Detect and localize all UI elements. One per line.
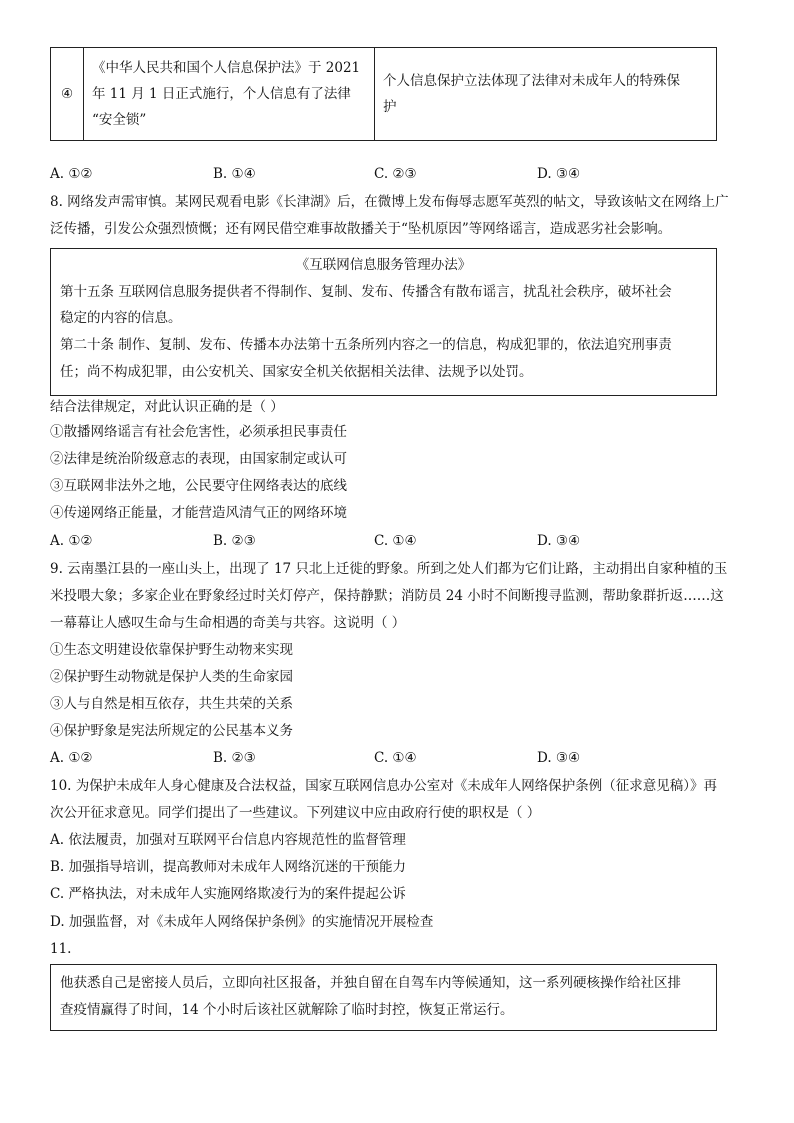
analysis-line: 护 bbox=[383, 99, 397, 115]
q9-item: ②保护野生动物就是保护人类的生命家园 bbox=[50, 669, 293, 685]
law-line: 第二十条 制作、复制、发布、传播本办法第十五条所列内容之一的信息，构成犯罪的，依法追究刑事责 bbox=[60, 337, 672, 353]
law-line: 任；尚不构成犯罪，由公安机关、国家安全机关依据相关法律、法规予以处罚。 bbox=[60, 364, 533, 380]
q8-item: ②法律是统治阶级意志的表现，由国家制定或认可 bbox=[50, 451, 347, 467]
q8-stem-line: 8. 网络发声需审慎。某网民观看电影《长津湖》后，在微博上发布侮辱志愿军英烈的帖文，导致该帖文在网络上广 bbox=[50, 194, 729, 210]
q8-question: 结合法律规定，对此认识正确的是（ ） bbox=[50, 399, 284, 415]
table-row bbox=[51, 48, 717, 141]
q9-item: ④保护野象是宪法所规定的公民基本义务 bbox=[50, 723, 293, 739]
case-box bbox=[50, 964, 717, 1031]
law-excerpt-box bbox=[50, 248, 717, 396]
q9-stem-line: 米投喂大象；多家企业在野象经过时关灯停产，保持静默；消防员 24 小时不间断搜寻监测，帮助象群折返……这 bbox=[50, 588, 724, 604]
option-d[interactable]: D. ③④ bbox=[537, 166, 581, 182]
q9-stem-line: 9. 云南墨江县的一座山头上，出现了 17 只北上迁徙的野象。所到之处人们都为它们让路，主动捐出自家种植的玉 bbox=[50, 561, 728, 577]
option-b[interactable]: B. ②③ bbox=[213, 750, 256, 766]
analysis-cell bbox=[375, 48, 717, 141]
q8-stem-line: 泛传播，引发公众强烈愤慨；还有网民借空难事故散播关于“坠机原因”等网络谣言，造成恶劣社会影响。 bbox=[50, 221, 672, 237]
option-c[interactable]: C. ①④ bbox=[374, 533, 417, 549]
law-line: 第十五条 互联网信息服务提供者不得制作、复制、发布、传播含有散布谣言，扰乱社会秩序，破坏社会 bbox=[60, 284, 672, 300]
option-b[interactable]: B. ①④ bbox=[213, 166, 256, 182]
q9-item: ①生态文明建设依靠保护野生动物来实现 bbox=[50, 642, 293, 658]
q9-options bbox=[50, 748, 750, 768]
option-a[interactable]: A. ①② bbox=[50, 166, 93, 182]
item-table bbox=[50, 47, 717, 141]
q10-option-d[interactable]: D. 加强监督，对《未成年人网络保护条例》的实施情况开展检查 bbox=[50, 914, 434, 930]
q8-item: ①散播网络谣言有社会危害性，必须承担民事责任 bbox=[50, 424, 347, 440]
option-d[interactable]: D. ③④ bbox=[537, 750, 581, 766]
case-line: 查疫情赢得了时间，14 个小时后该社区就解除了临时封控，恢复正常运行。 bbox=[60, 1002, 514, 1018]
analysis-line: 个人信息保护立法体现了法律对未成年人的特殊保 bbox=[383, 73, 680, 89]
option-c[interactable]: C. ①④ bbox=[374, 750, 417, 766]
case-line: 他获悉自己是密接人员后，立即向社区报备，并独自留在自驾车内等候通知，这一系列硬核操作给社区排 bbox=[60, 975, 681, 991]
option-a[interactable]: A. ①② bbox=[50, 750, 93, 766]
option-b[interactable]: B. ②③ bbox=[213, 533, 256, 549]
q10-stem-line: 次公开征求意见。同学们提出了一些建议。下列建议中应由政府行使的职权是（ ） bbox=[50, 805, 541, 821]
q7-options bbox=[50, 164, 750, 184]
option-c[interactable]: C. ②③ bbox=[374, 166, 417, 182]
event-line: 《中华人民共和国个人信息保护法》于 2021 bbox=[92, 60, 361, 76]
row-number: ④ bbox=[51, 48, 84, 141]
law-line: 稳定的内容的信息。 bbox=[60, 310, 182, 326]
event-line: “安全锁” bbox=[92, 112, 147, 128]
q10-option-a[interactable]: A. 依法履责，加强对互联网平台信息内容规范性的监督管理 bbox=[50, 832, 406, 848]
q9-stem-line: 一幕幕让人感叹生命与生命相遇的奇美与共容。这说明（ ） bbox=[50, 615, 406, 631]
q8-options bbox=[50, 531, 750, 551]
option-d[interactable]: D. ③④ bbox=[537, 533, 581, 549]
q10-stem-line: 10. 为保护未成年人身心健康及合法权益，国家互联网信息办公室对《未成年人网络保护条例（征求意见稿）》再 bbox=[50, 778, 718, 794]
option-a[interactable]: A. ①② bbox=[50, 533, 93, 549]
event-line: 年 11 月 1 日正式施行，个人信息有了法律 bbox=[92, 86, 351, 102]
event-cell bbox=[84, 48, 375, 141]
law-title: 《互联网信息服务管理办法》 bbox=[295, 257, 472, 273]
q8-item: ④传递网络正能量，才能营造风清气正的网络环境 bbox=[50, 505, 347, 521]
q11-number: 11. bbox=[50, 941, 72, 957]
q8-item: ③互联网非法外之地，公民要守住网络表达的底线 bbox=[50, 478, 347, 494]
q10-option-c[interactable]: C. 严格执法，对未成年人实施网络欺凌行为的案件提起公诉 bbox=[50, 886, 406, 902]
q9-item: ③人与自然是相互依存，共生共荣的关系 bbox=[50, 696, 293, 712]
q10-option-b[interactable]: B. 加强指导培训，提高教师对未成年人网络沉迷的干预能力 bbox=[50, 859, 407, 875]
